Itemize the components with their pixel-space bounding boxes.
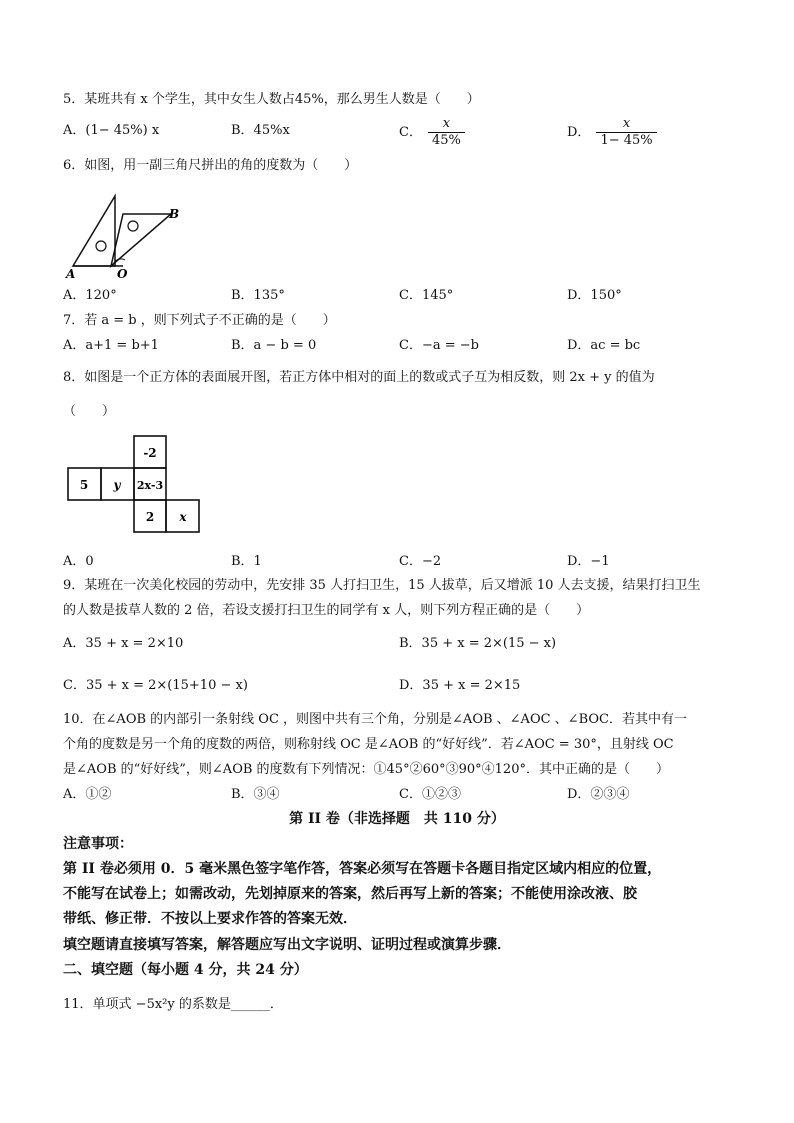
q6-label-b: B [169,207,180,221]
q5-option-a: A．(1− 45%) x [63,123,160,138]
q9-stem-line2: 的人数是拔草人数的 2 倍，若设支援打扫卫生的同学有 x 人，则下列方程正确的是（ ） [63,603,590,618]
q9-option-c: C．35 + x = 2×(15+10 − x) [63,678,248,693]
q5-option-b: B．45%x [231,123,290,138]
notice-line-1: 第 II 卷必须用 0．5 毫米黑色签字笔作答，答案必须写在答题卡各题目指定区域内相应的位置， [63,861,662,877]
q6-option-d: D．150° [567,288,622,303]
q10-option-a: A．①② [63,787,112,802]
q7-option-a: A．a+1 = b+1 [63,338,159,353]
q10-stem-line3: 是∠AOB 的“好好线”，则∠AOB 的度数有下列情况：①45°②60°③90°④120°．其中正确的是（ ） [63,762,669,777]
q7-stem: 7．若 a = b ，则下列式子不正确的是（ ） [63,313,336,328]
q8-stem-paren: （ ） [63,404,116,419]
q5-option-c [399,116,465,149]
q8-cell-y-text: y [113,478,121,492]
notice-line-3: 带纸、修正带．不按以上要求作答的答案无效． [63,911,357,927]
q6-hole-left [96,241,106,251]
part2-title: 第 II 卷（非选择题 共 110 分） [289,811,505,827]
q5-option-c-fraction [428,116,465,149]
q5-option-d-denominator: 1− 45% [596,132,656,149]
q8-option-d: D．−1 [567,554,610,569]
q8-stem: 8．如图是一个正方体的表面展开图，若正方体中相对的面上的数或式子互为相反数，则 2x + y 的值为 [63,370,655,385]
q6-triangle-right [111,214,171,266]
notice-heading: 注意事项： [63,836,133,852]
q5-option-d-numerator: x [622,116,631,131]
q9-option-a: A．35 + x = 2×10 [63,636,184,651]
q10-stem-line2: 个角的度数是另一个角的度数的两倍，则称射线 OC 是∠AOB 的“好好线”．若∠AOC = 30°，且射线 OC [63,737,674,752]
q6-option-b: B．135° [231,288,285,303]
q6-option-a: A．120° [63,288,117,303]
q6-hole-right [128,221,138,231]
q5-option-c-label: C． [399,125,422,140]
q10-stem-line1: 10．在∠AOB 的内部引一条射线 OC ，则图中共有三个角，分别是∠AOB 、∠AOC 、∠BOC．若其中有一 [63,712,687,727]
section-title-fill-blank: 二、填空题（每小题 4 分，共 24 分） [63,962,308,978]
q6-stem: 6．如图，用一副三角尺拼出的角的度数为（ ） [63,158,358,173]
q6-option-c: C．145° [399,288,454,303]
q8-cell-x-text: x [179,510,187,524]
notice-line-2: 不能写在试卷上；如需改动，先划掉原来的答案，然后再写上新的答案；不能使用涂改液、胶 [63,886,637,902]
notice-line-4: 填空题请直接填写答案，解答题应写出文字说明、证明过程或演算步骤． [63,937,511,953]
q11-stem: 11．单项式 −5x²y 的系数是______． [63,997,283,1012]
q5-stem: 5．某班共有 x 个学生，其中女生人数占45%，那么男生人数是（ ） [63,92,480,107]
q8-cell-2-text: 2 [145,510,155,524]
q9-option-b: B．35 + x = 2×(15 − x) [399,636,557,651]
q5-option-c-denominator: 45% [428,132,465,149]
q8-option-b: B．1 [231,554,262,569]
q8-cube-net [66,434,206,536]
q8-cell-top-text: -2 [143,446,157,460]
q10-option-d: D．②③④ [567,787,630,802]
q7-option-b: B．a − b = 0 [231,338,317,353]
q8-option-c: C．−2 [399,554,442,569]
q8-cell-5-text: 5 [79,478,89,492]
q10-option-b: B．③④ [231,787,280,802]
q8-cell-mid-text: 2x-3 [136,479,164,492]
q10-option-c: C．①②③ [399,787,461,802]
q5-option-d-label: D． [567,125,591,140]
q5-option-c-numerator: x [442,116,451,131]
q5-option-d [567,116,657,149]
q6-label-o: O [117,267,128,280]
q8-option-a: A．0 [63,554,94,569]
q7-option-c: C．−a = −b [399,338,479,353]
q5-option-d-fraction [596,116,656,149]
q9-stem-line1: 9．某班在一次美化校园的劳动中，先安排 35 人打扫卫生，15 人拔草，后又增派 10 人去支援，结果打扫卫生 [63,578,701,593]
q6-triangle-left [73,196,115,266]
q6-label-a: A [66,267,76,280]
q9-option-d: D．35 + x = 2×15 [399,678,521,693]
q6-triangle-figure [63,190,198,280]
q7-option-d: D．ac = bc [567,338,641,353]
